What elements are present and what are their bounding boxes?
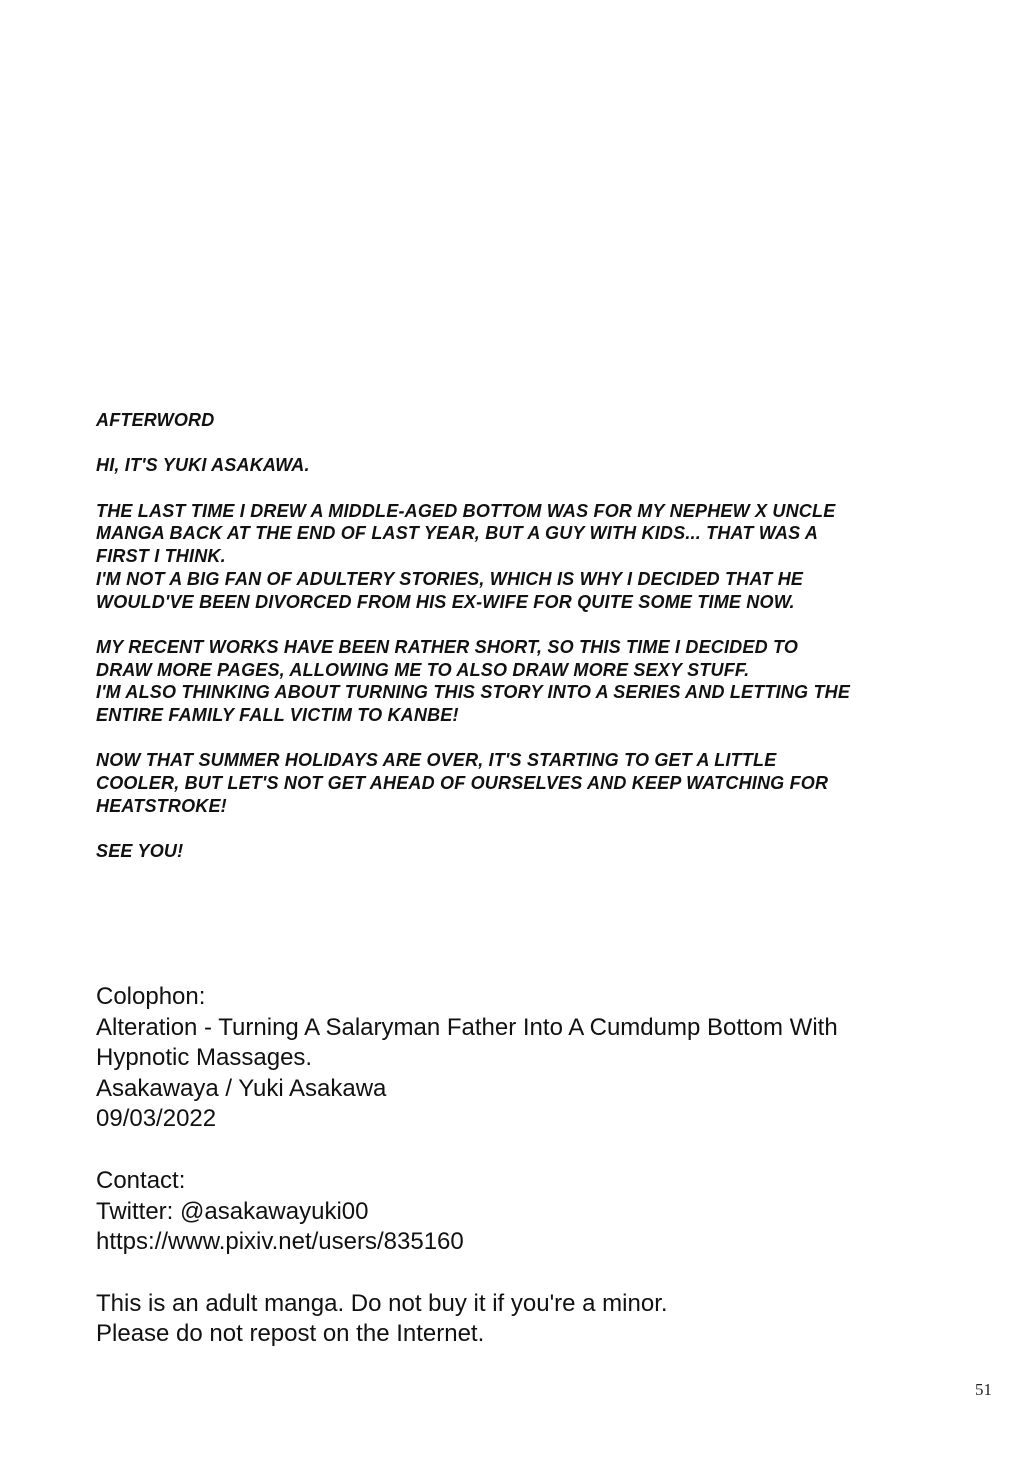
- afterword-greeting: HI, IT'S YUKI ASAKAWA.: [96, 455, 310, 476]
- afterword-paragraph-2: [96, 636, 956, 727]
- text-line: MANGA BACK AT THE END OF LAST YEAR, BUT A GUY WITH KIDS... THAT WAS A: [96, 523, 819, 544]
- text-line: MY RECENT WORKS HAVE BEEN RATHER SHORT, SO THIS TIME I DECIDED TO: [96, 636, 799, 657]
- text-line: DRAW MORE PAGES, ALLOWING ME TO ALSO DRAW MORE SEXY STUFF.: [96, 659, 750, 680]
- text-line: I'M NOT A BIG FAN OF ADULTERY STORIES, WHICH IS WHY I DECIDED THAT HE: [96, 568, 804, 589]
- text-line: HEATSTROKE!: [96, 795, 227, 816]
- colophon-section: [96, 982, 996, 1350]
- colophon-label: Colophon:: [96, 983, 206, 1010]
- text-line: ENTIRE FAMILY FALL VICTIM TO KANBE!: [96, 705, 459, 726]
- adult-notice: This is an adult manga. Do not buy it if you're a minor.: [96, 1289, 668, 1317]
- afterword-paragraph-1: [96, 500, 956, 614]
- afterword-title: AFTERWORD: [96, 410, 215, 430]
- colophon-date: 09/03/2022: [96, 1105, 217, 1133]
- page-number: 51: [975, 1380, 992, 1399]
- colophon-author: Asakawaya / Yuki Asakawa: [96, 1074, 387, 1102]
- colophon-title-line: Alteration - Turning A Salaryman Father Into A Cumdump Bottom With: [96, 1013, 838, 1041]
- text-line: WOULD'VE BEEN DIVORCED FROM HIS EX-WIFE FOR QUITE SOME TIME NOW.: [96, 591, 795, 612]
- text-line: THE LAST TIME I DREW A MIDDLE-AGED BOTTOM WAS FOR MY NEPHEW X UNCLE: [96, 500, 836, 521]
- afterword-closing: SEE YOU!: [96, 841, 184, 862]
- contact-label: Contact:: [96, 1166, 186, 1194]
- contact-pixiv: https://www.pixiv.net/users/835160: [96, 1228, 464, 1256]
- afterword-paragraph-3: [96, 749, 956, 817]
- contact-twitter: Twitter: @asakawayuki00: [96, 1197, 369, 1225]
- repost-notice: Please do not repost on the Internet.: [96, 1320, 485, 1348]
- text-line: COOLER, BUT LET'S NOT GET AHEAD OF OURSELVES AND KEEP WATCHING FOR: [96, 773, 829, 794]
- afterword-section: [96, 409, 956, 863]
- text-line: I'M ALSO THINKING ABOUT TURNING THIS STORY INTO A SERIES AND LETTING THE: [96, 682, 851, 703]
- text-line: NOW THAT SUMMER HOLIDAYS ARE OVER, IT'S STARTING TO GET A LITTLE: [96, 750, 777, 771]
- colophon-title-line: Hypnotic Massages.: [96, 1044, 313, 1072]
- text-line: FIRST I THINK.: [96, 546, 226, 567]
